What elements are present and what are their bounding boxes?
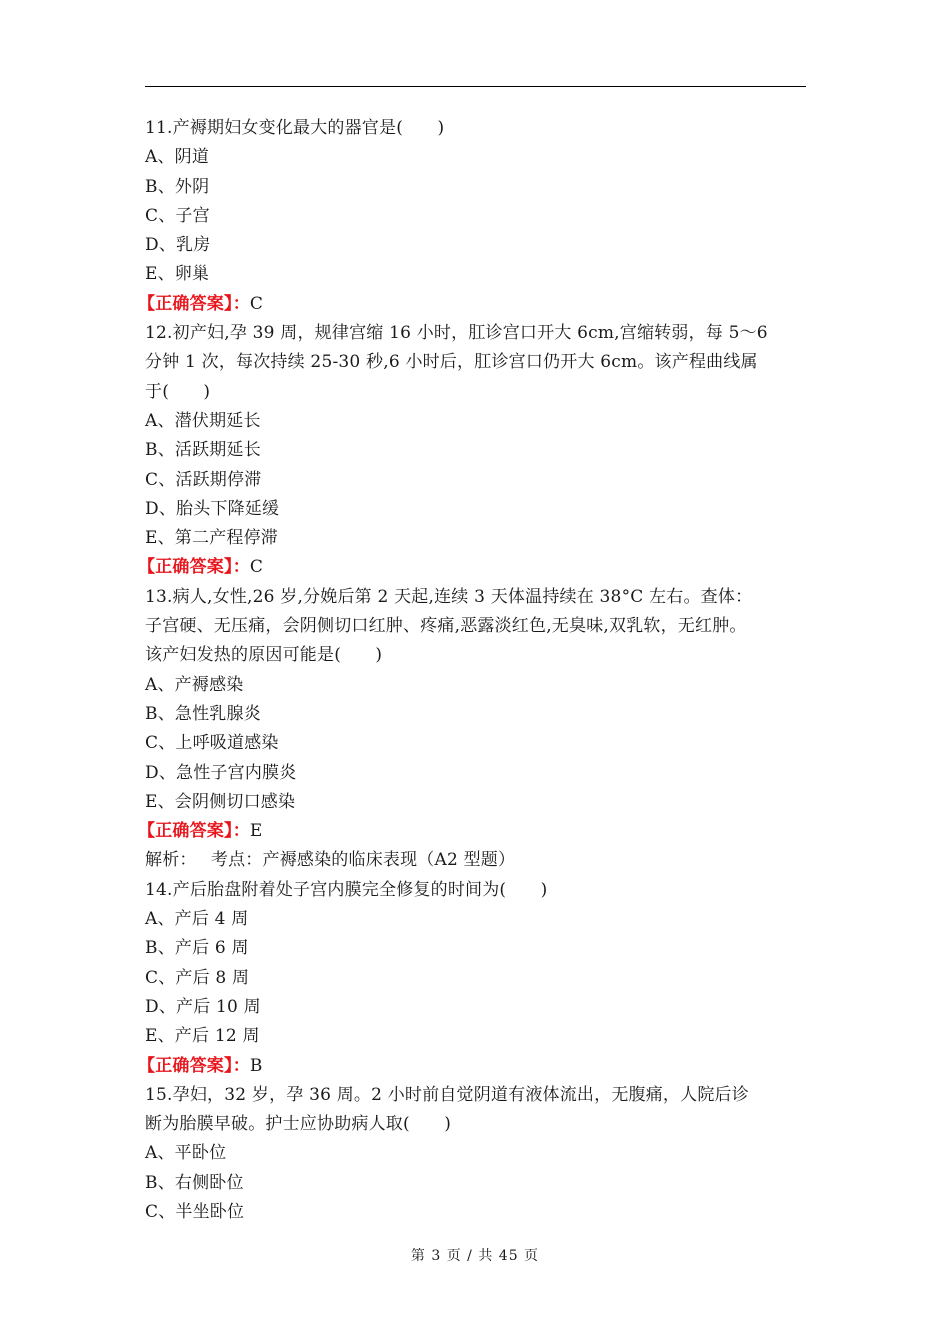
correct-answer-line: [138, 553, 815, 582]
answer-option: A、阴道: [145, 147, 210, 168]
answer-option: A、产褥感染: [145, 674, 244, 695]
answer-option: D、乳房: [145, 235, 211, 256]
answer-option: B、右侧卧位: [145, 1172, 244, 1193]
correct-answer-value: E: [249, 821, 263, 842]
answer-option: D、急性子宫内膜炎: [145, 762, 297, 783]
answer-option: A、潜伏期延长: [145, 410, 261, 431]
answer-option: A、平卧位: [145, 1143, 227, 1164]
document-body: [138, 114, 815, 1227]
answer-option: C、半坐卧位: [145, 1201, 245, 1222]
page-footer: 第 3 页 / 共 45 页: [410, 1248, 540, 1264]
question-stem: 11.产褥期妇女变化最大的器官是( ): [145, 118, 445, 138]
header-rule: [145, 86, 806, 87]
correct-answer-value: B: [249, 1055, 263, 1076]
correct-answer-line: [138, 817, 815, 846]
answer-option: E、卵巢: [145, 264, 210, 285]
answer-option: B、外阴: [145, 176, 210, 197]
question-stem: 12.初产妇,孕 39 周，规律宫缩 16 小时，肛诊宫口开大 6cm,宫缩转弱，每 5～6: [145, 323, 768, 344]
answer-option: C、上呼吸道感染: [145, 733, 279, 754]
answer-option: C、产后 8 周: [145, 967, 250, 988]
correct-answer-line: [138, 1052, 815, 1081]
answer-option: A、产后 4 周: [145, 909, 249, 930]
answer-option: E、产后 12 周: [145, 1026, 260, 1047]
text-line: 子宫硬、无压痛，会阴侧切口红肿、疼痛,恶露淡红色,无臭味,双乳软，无红肿。: [145, 616, 747, 637]
answer-option: E、第二产程停滞: [145, 528, 279, 549]
correct-answer-label: 【正确答案】：: [138, 557, 250, 578]
text-line: 分钟 1 次，每次持续 25-30 秒,6 小时后，肛诊宫口仍开大 6cm。该产程曲线属: [145, 352, 758, 373]
text-line: 于( ): [145, 381, 211, 402]
answer-option: E、会阴侧切口感染: [145, 791, 296, 812]
question-stem: 15.孕妇，32 岁，孕 36 周。2 小时前自觉阴道有液体流出，无腹痛，人院后诊: [145, 1084, 749, 1105]
explanation-line: 解析： 考点：产褥感染的临床表现（A2 型题）: [145, 850, 516, 871]
correct-answer-label: 【正确答案】：: [138, 821, 250, 842]
correct-answer-label: 【正确答案】：: [138, 293, 250, 314]
answer-option: D、胎头下降延缓: [145, 498, 280, 519]
answer-option: B、急性乳腺炎: [145, 703, 261, 724]
answer-option: D、产后 10 周: [145, 996, 261, 1017]
answer-option: C、子宫: [145, 205, 210, 226]
text-line: 该产妇发热的原因可能是( ): [145, 645, 383, 666]
text-line: 断为胎膜早破。护士应协助病人取( ): [145, 1114, 452, 1135]
correct-answer-label: 【正确答案】：: [138, 1055, 250, 1076]
answer-option: C、活跃期停滞: [145, 469, 262, 490]
answer-option: B、活跃期延长: [145, 440, 261, 461]
correct-answer-line: [138, 290, 815, 319]
correct-answer-value: C: [249, 293, 264, 314]
question-stem: 13.病人,女性,26 岁,分娩后第 2 天起,连续 3 天体温持续在 38°C 左右。查体：: [145, 586, 753, 607]
answer-option: B、产后 6 周: [145, 938, 249, 959]
question-stem: 14.产后胎盘附着处子宫内膜完全修复的时间为( ): [145, 879, 548, 900]
correct-answer-value: C: [249, 557, 264, 578]
